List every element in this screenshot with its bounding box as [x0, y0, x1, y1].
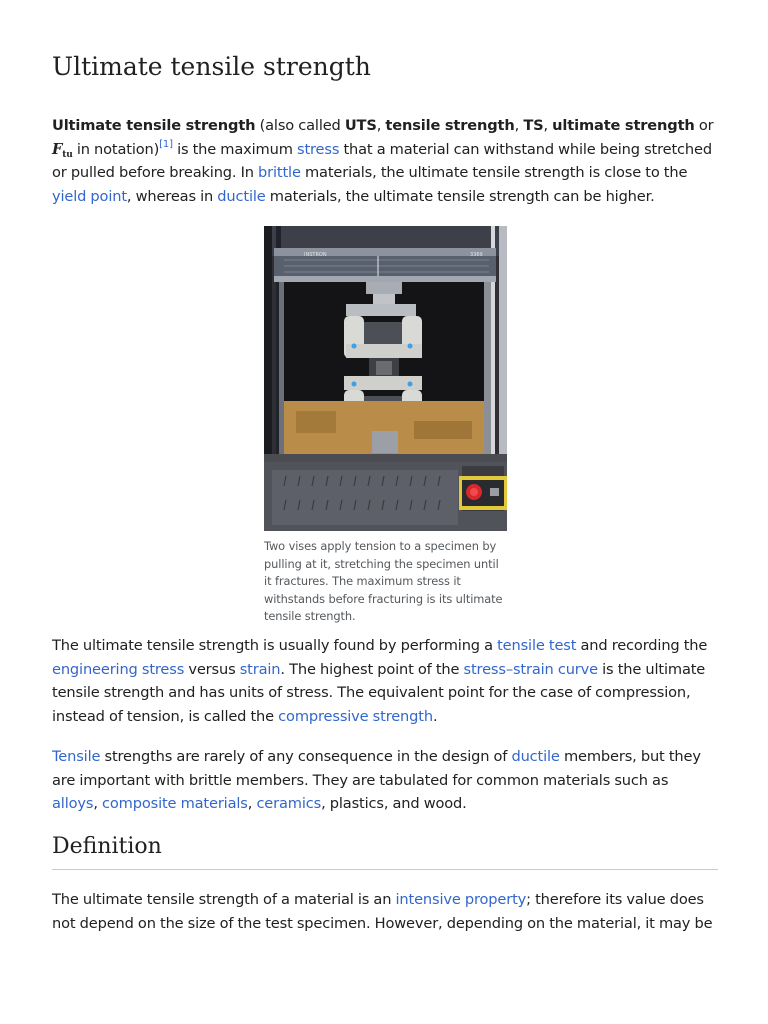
alias-ultimate-strength: ultimate strength: [552, 117, 695, 134]
page-title: Ultimate tensile strength: [52, 52, 371, 81]
link-engineering-stress[interactable]: engineering stress: [52, 660, 185, 678]
reference-link-1[interactable]: [1]: [159, 138, 173, 150]
alias-ts: TS: [523, 117, 544, 134]
alias-tensile-strength: tensile strength: [385, 117, 515, 134]
alias-uts: UTS: [344, 117, 377, 134]
link-ductile[interactable]: ductile: [217, 187, 266, 205]
figure-caption: Two vises apply tension to a specimen by pulling at it, stretching the specimen until it fractures. The maximum stress it withstands before fracturing is its ultimate tensile strength.: [264, 539, 503, 623]
link-tensile-test[interactable]: tensile test: [497, 637, 577, 654]
figure-tensile-machine: [264, 226, 507, 626]
link-alloys[interactable]: alloys: [52, 795, 94, 812]
paragraph-definition: The ultimate tensile strength of a material is an intensive property; therefore its value does not depend on the size of the test specimen. However, depending on the material, it may be: [52, 891, 713, 932]
paragraph-tensile-test: The ultimate tensile strength is usually found by performing a tensile test and recording the engineering stress versus strain. The highest point of the stress–strain curve is the ultimate tensile strength and has units of stress. The equivalent point for the case of compression, instead of tension, is called the compressive strength.: [52, 637, 708, 725]
link-compressive-strength[interactable]: compressive strength: [278, 707, 433, 725]
machine-brand-label: INSTRON: [304, 252, 327, 258]
tensile-testing-machine-image[interactable]: [264, 226, 507, 531]
math-f-tu: $F_{tu}$: [52, 140, 73, 160]
link-strain[interactable]: strain: [239, 660, 281, 678]
section-heading-definition: Definition: [52, 834, 718, 870]
machine-model-label: 3369: [470, 252, 483, 258]
link-stress[interactable]: stress: [296, 140, 340, 158]
intro-paragraph: Ultimate tensile strength (also called UTS, tensile strength, TS, ultimate strength or $F_{tu}$ in notation)[1] is the maximum stress that a material can withstand while being stretched or pulled before breaking. In brittle materials, the ultimate tensile strength is close to the yield point, whereas in ductile materials, the ultimate tensile strength can be higher.: [52, 117, 714, 205]
paragraph-tensile-strengths: Tensile strengths are rarely of any consequence in the design of ductile members, but they are important with brittle members. They are tabulated for common materials such as alloys, composite materials, ceramics, plastics, and wood.: [52, 748, 701, 812]
link-brittle[interactable]: brittle: [258, 164, 301, 181]
link-composite-materials[interactable]: composite materials: [102, 795, 248, 812]
link-tensile[interactable]: Tensile: [52, 748, 101, 765]
link-ductile-2[interactable]: ductile: [511, 748, 560, 765]
link-yield-point[interactable]: yield point: [52, 187, 127, 205]
link-ceramics[interactable]: ceramics: [256, 795, 322, 812]
term-bold: Ultimate tensile strength: [52, 117, 256, 134]
link-intensive-property[interactable]: intensive property: [395, 891, 527, 908]
link-stress-strain-curve[interactable]: stress–strain curve: [463, 660, 598, 678]
